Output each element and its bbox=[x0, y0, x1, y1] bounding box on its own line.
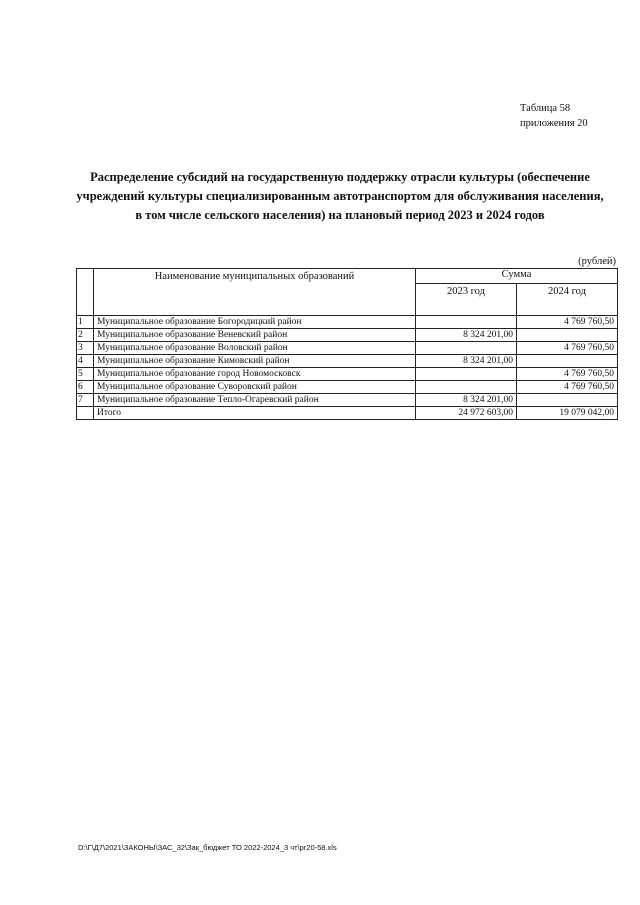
row-name: Муниципальное образование город Новомосковск bbox=[94, 368, 416, 381]
table-header-row bbox=[77, 269, 618, 284]
table-row bbox=[77, 329, 618, 342]
row-value-2024 bbox=[517, 329, 618, 342]
row-number: 4 bbox=[77, 355, 94, 368]
total-2024: 19 079 042,00 bbox=[517, 407, 618, 420]
row-value-2023 bbox=[416, 316, 517, 329]
row-number: 2 bbox=[77, 329, 94, 342]
row-value-2023 bbox=[416, 342, 517, 355]
total-row bbox=[77, 407, 618, 420]
row-value-2024 bbox=[517, 355, 618, 368]
table-number: Таблица 58 bbox=[520, 103, 571, 114]
appendix-number: приложения 20 bbox=[520, 118, 588, 129]
row-name: Муниципальное образование Веневский район bbox=[94, 329, 416, 342]
row-value-2024: 4 769 760,50 bbox=[517, 316, 618, 329]
title-line-2: учреждений культуры специализированным автотранспортом для обслуживания населения, bbox=[76, 189, 604, 203]
row-number: 3 bbox=[77, 342, 94, 355]
row-name: Муниципальное образование Богородицкий район bbox=[94, 316, 416, 329]
row-value-2023: 8 324 201,00 bbox=[416, 329, 517, 342]
row-name: Муниципальное образование Воловский район bbox=[94, 342, 416, 355]
table-row bbox=[77, 394, 618, 407]
row-value-2024: 4 769 760,50 bbox=[517, 381, 618, 394]
header-name-cell: Наименование муниципальных образований bbox=[94, 269, 416, 316]
header-num-cell bbox=[77, 269, 94, 316]
table-row bbox=[77, 316, 618, 329]
table-reference bbox=[520, 101, 588, 131]
row-value-2024 bbox=[517, 394, 618, 407]
row-number: 1 bbox=[77, 316, 94, 329]
header-sum-cell: Сумма bbox=[416, 269, 618, 284]
row-value-2024: 4 769 760,50 bbox=[517, 342, 618, 355]
table-row bbox=[77, 342, 618, 355]
table-row bbox=[77, 368, 618, 381]
row-name: Муниципальное образование Кимовский район bbox=[94, 355, 416, 368]
title-line-1: Распределение субсидий на государственную поддержку отрасли культуры (обеспечение bbox=[90, 170, 590, 184]
title-line-3: в том числе сельского населения) на плановый период 2023 и 2024 годов bbox=[135, 208, 545, 222]
document-title bbox=[60, 168, 620, 225]
subsidy-table bbox=[76, 268, 618, 420]
total-label: Итого bbox=[94, 407, 416, 420]
table-row bbox=[77, 355, 618, 368]
row-number: 7 bbox=[77, 394, 94, 407]
row-number: 6 bbox=[77, 381, 94, 394]
units-label: (рублей) bbox=[578, 256, 616, 267]
row-value-2023 bbox=[416, 381, 517, 394]
row-value-2023: 8 324 201,00 bbox=[416, 355, 517, 368]
row-name: Муниципальное образование Тепло-Огаревский район bbox=[94, 394, 416, 407]
row-value-2023: 8 324 201,00 bbox=[416, 394, 517, 407]
row-number: 5 bbox=[77, 368, 94, 381]
row-value-2023 bbox=[416, 368, 517, 381]
total-2023: 24 972 603,00 bbox=[416, 407, 517, 420]
table-row bbox=[77, 381, 618, 394]
total-num-cell bbox=[77, 407, 94, 420]
file-path-footer: D:\Г\Д7\2021\ЗАКОНЫ\ЗАС_32\Зак_бюджет ТО 2022-2024_3 чт\pr20-58.xls bbox=[78, 843, 337, 852]
row-value-2024: 4 769 760,50 bbox=[517, 368, 618, 381]
row-name: Муниципальное образование Суворовский район bbox=[94, 381, 416, 394]
header-year-2024: 2024 год bbox=[517, 284, 618, 316]
header-year-2023: 2023 год bbox=[416, 284, 517, 316]
